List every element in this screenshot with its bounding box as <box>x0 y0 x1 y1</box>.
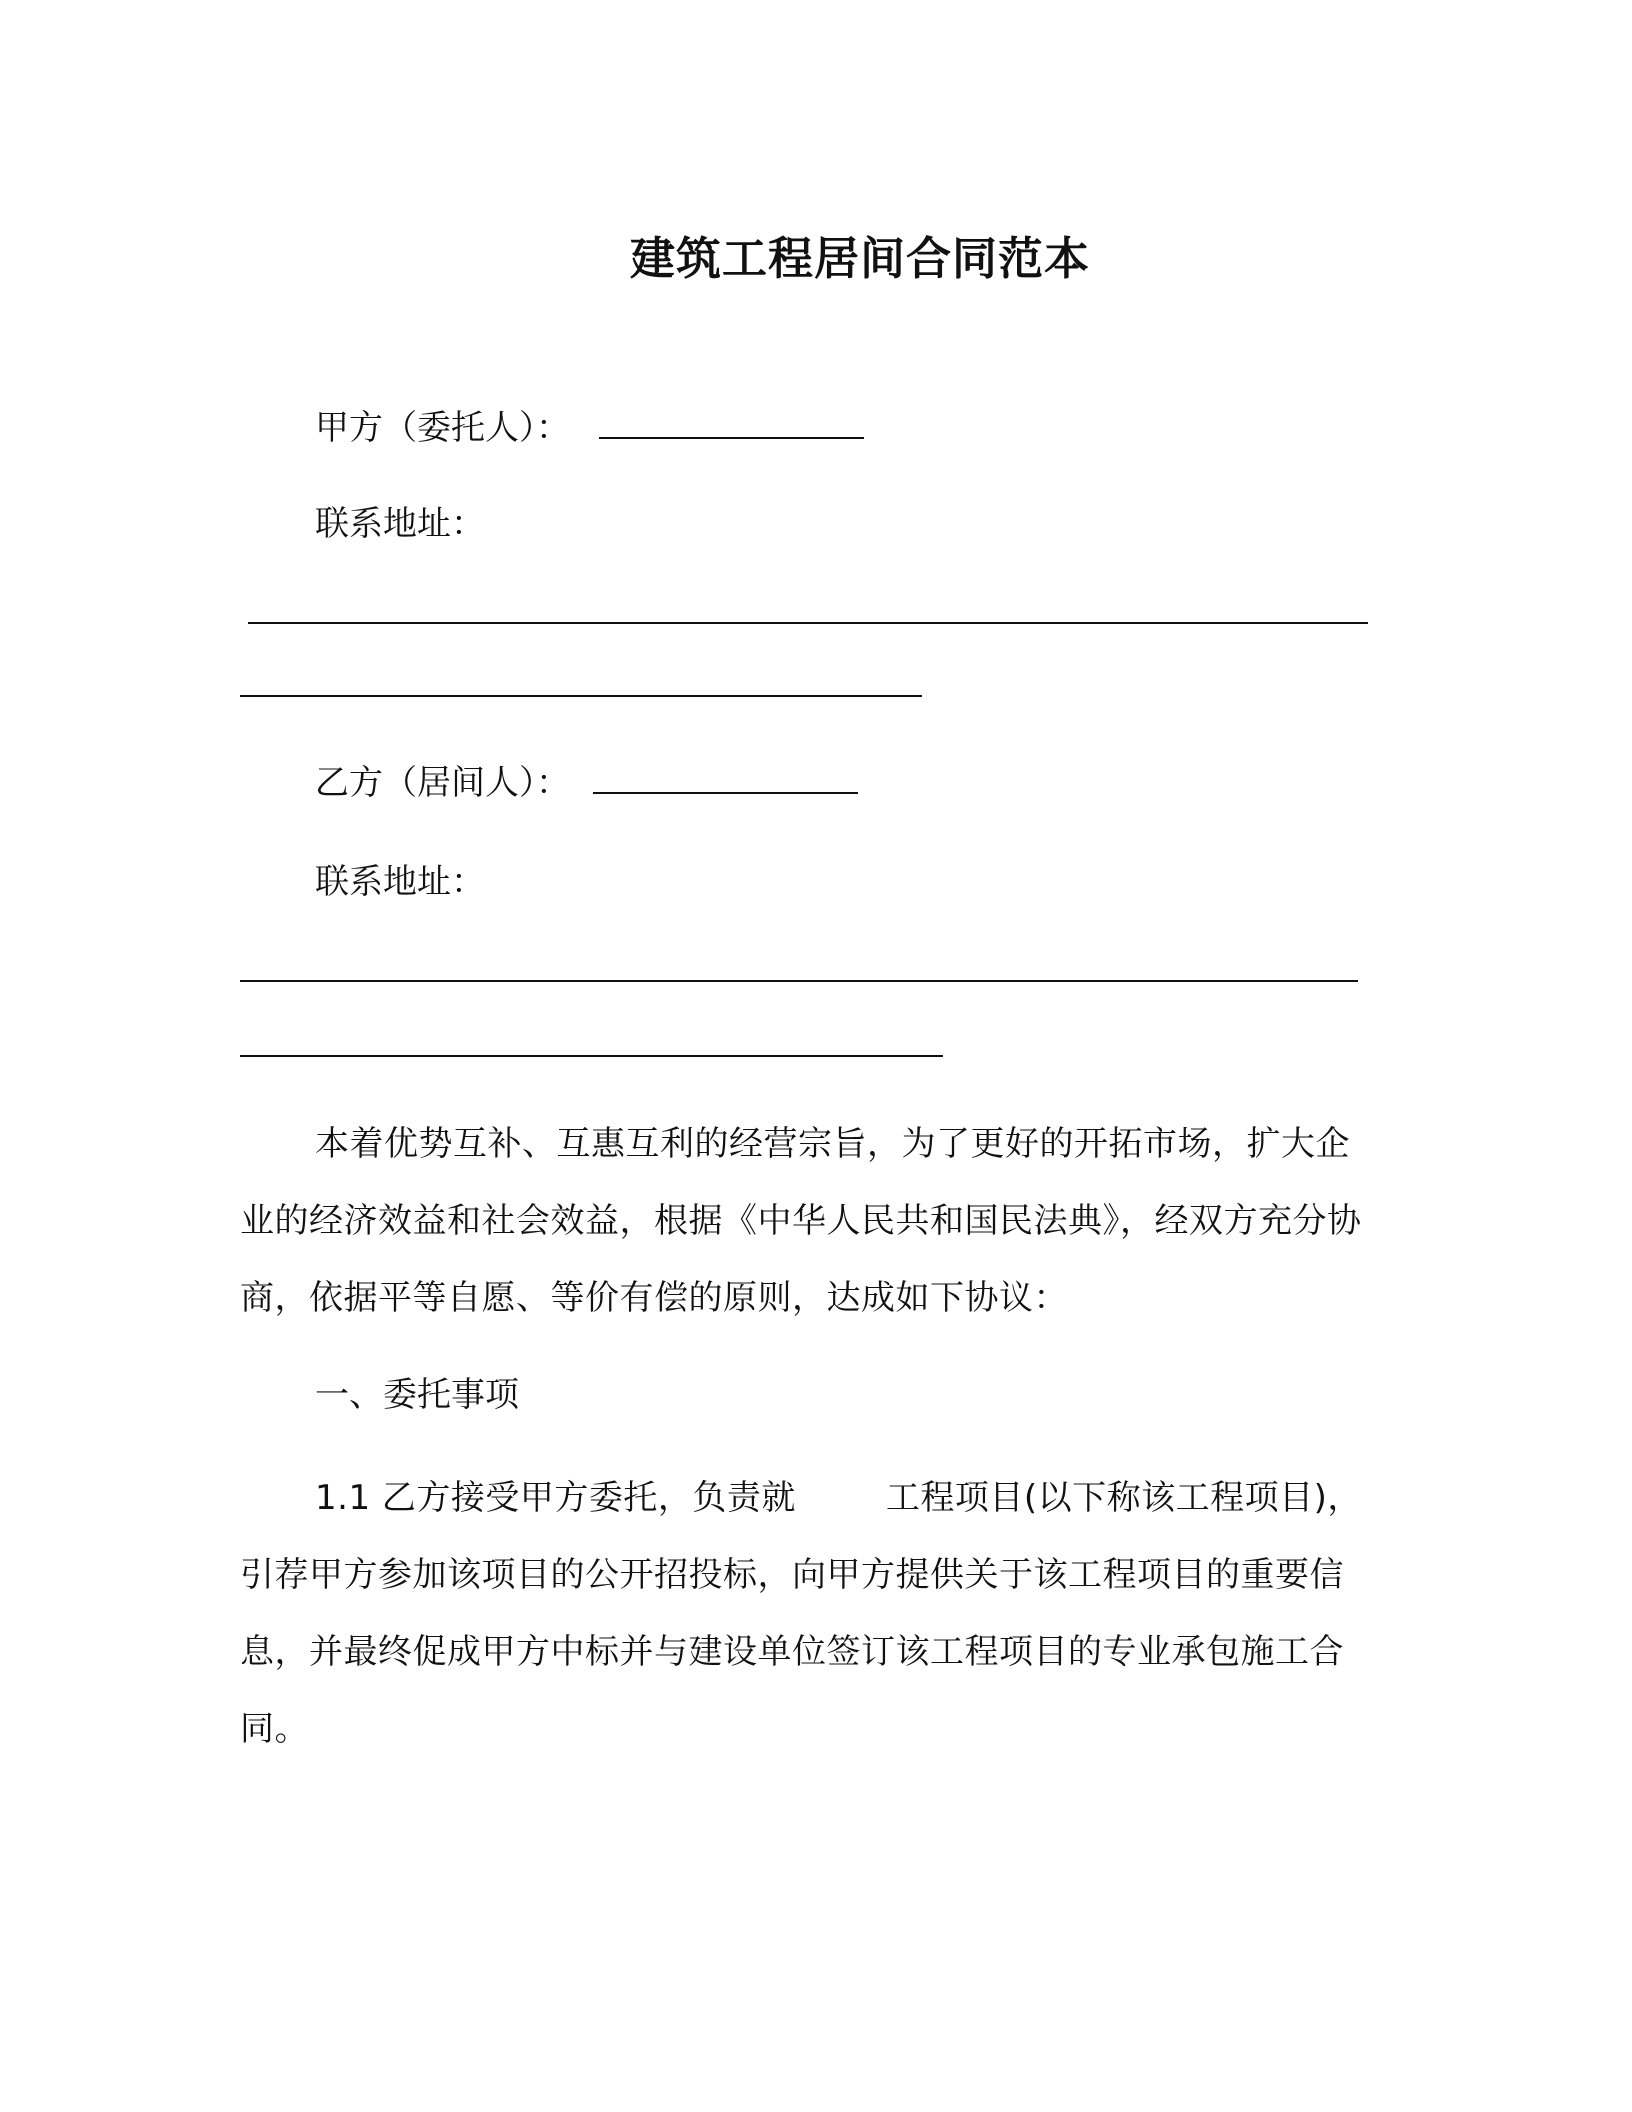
party-a-address-blank-1[interactable] <box>248 622 1368 624</box>
party-a-name-blank[interactable] <box>599 405 864 439</box>
party-a-line <box>315 405 864 450</box>
party-b-address-label: 联系地址： <box>315 862 485 902</box>
clause-1-1-paragraph <box>240 1460 1370 1768</box>
party-b-line <box>315 760 858 805</box>
party-a-address-label: 联系地址： <box>315 504 485 544</box>
party-b-label: 乙方（居间人）： <box>315 763 570 803</box>
party-b-address-blank-2[interactable] <box>240 1055 943 1057</box>
party-a-address-blank-2[interactable] <box>240 695 922 697</box>
party-b-name-blank[interactable] <box>593 760 858 794</box>
clause-1-1-text-part2: 工程项目(以下称该工程项目)，引荐甲方参加该项目的公开招投标，向甲方提供关于该工程项目的重要信息，并最终促成甲方中标并与建设单位签订该工程项目的专业承包施工合同。 <box>240 1478 1362 1749</box>
clause-1-1-text-part1: 1.1 乙方接受甲方委托，负责就 <box>315 1478 796 1518</box>
party-b-address-blank-1[interactable] <box>240 980 1358 982</box>
document-title: 建筑工程居间合同范本 <box>629 232 1090 285</box>
party-a-label: 甲方（委托人）： <box>315 408 570 448</box>
preamble-paragraph: 本着优势互补、互惠互利的经营宗旨，为了更好的开拓市场，扩大企业的经济效益和社会效益，根据《中华人民共和国民法典》，经双方充分协商，依据平等自愿、等价有偿的原则，达成如下协议： <box>240 1124 1362 1318</box>
section-1-heading: 一、委托事项 <box>315 1375 519 1415</box>
